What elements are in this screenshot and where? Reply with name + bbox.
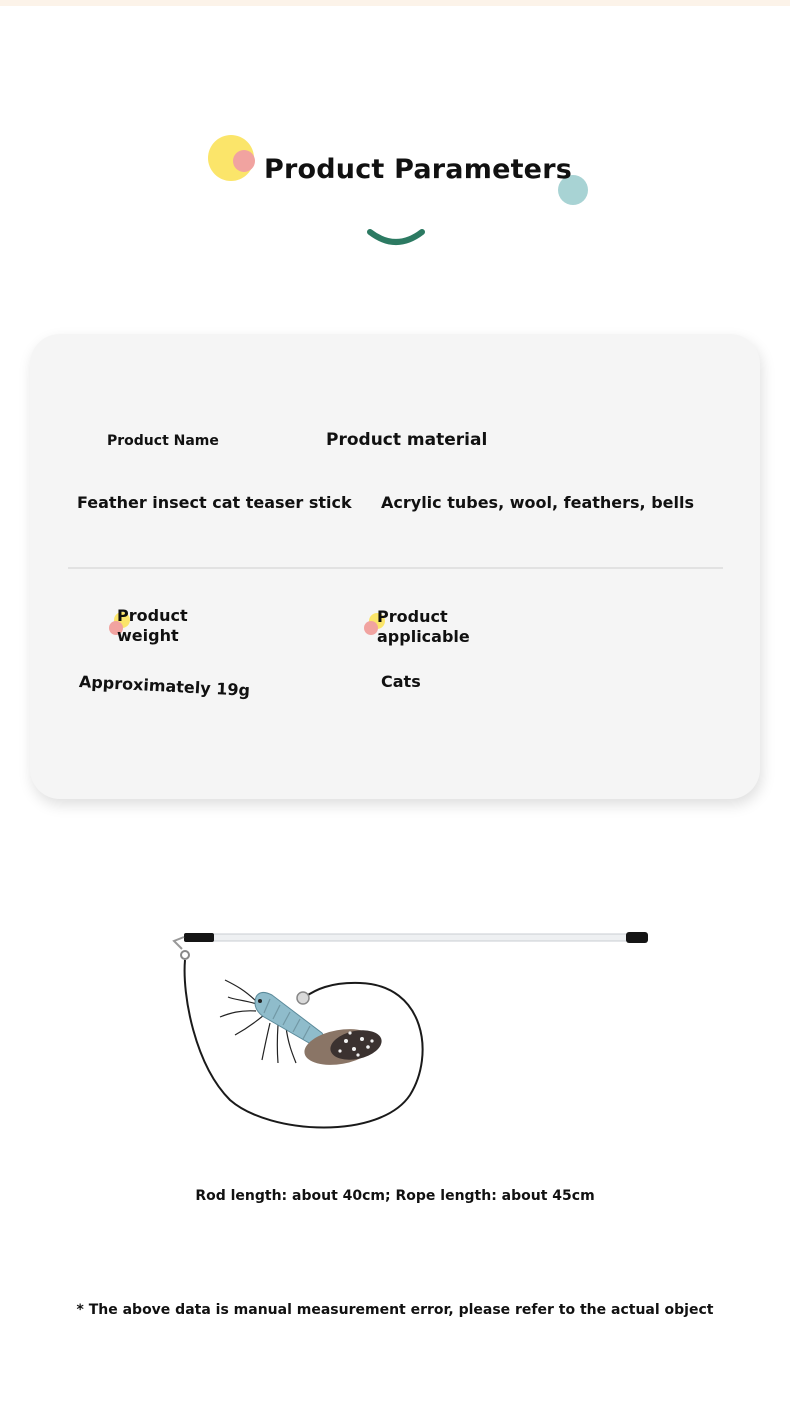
product-weight-label-line2: weight bbox=[117, 626, 179, 645]
product-material-label: Product material bbox=[326, 430, 488, 450]
product-weight-label bbox=[117, 606, 188, 646]
applicable-pink-dot bbox=[364, 621, 378, 635]
product-applicable-label-line1: Product bbox=[377, 607, 448, 626]
product-applicable-label bbox=[377, 607, 470, 647]
product-material-value: Acrylic tubes, wool, feathers, bells bbox=[381, 493, 694, 512]
product-weight-value: Approximately 19g bbox=[78, 672, 251, 700]
product-applicable-value: Cats bbox=[381, 672, 421, 691]
disclaimer-caption: * The above data is manual measurement error, please refer to the actual object bbox=[76, 1302, 714, 1318]
cat-teaser-product-image bbox=[160, 915, 660, 1145]
card-divider bbox=[68, 567, 723, 569]
top-strip bbox=[0, 0, 790, 6]
product-name-label: Product Name bbox=[107, 433, 219, 449]
page-title: Product Parameters bbox=[264, 154, 572, 185]
smile-decoration-icon bbox=[364, 224, 428, 250]
product-name-value: Feather insect cat teaser stick bbox=[77, 493, 352, 512]
product-applicable-label-line2: applicable bbox=[377, 627, 470, 646]
dimensions-caption: Rod length: about 40cm; Rope length: about 45cm bbox=[195, 1188, 595, 1204]
parameters-card bbox=[30, 334, 760, 799]
pink-dot-decoration bbox=[233, 150, 255, 172]
product-weight-label-line1: Product bbox=[117, 606, 188, 625]
